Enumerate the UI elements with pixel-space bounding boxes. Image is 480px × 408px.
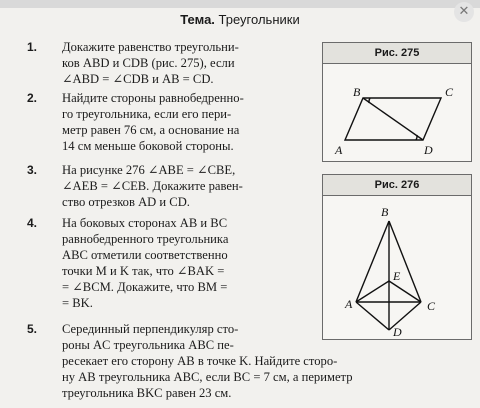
task-4-line-5: = ∠BCM. Докажите, что BM = [62, 280, 228, 294]
page-title [0, 12, 480, 27]
task-4-line-2: равнобедренного треугольника [62, 232, 229, 246]
task-5-line-5: треугольника BKC равен 23 см. [62, 386, 232, 400]
task-2-line-4: 14 см меньше боковой стороны. [62, 139, 234, 153]
task-number-4: 4. [27, 216, 38, 230]
figure-276 [322, 174, 472, 340]
task-number-1: 1. [27, 40, 38, 54]
title-main: Треугольники [218, 12, 300, 27]
task-2-line-1: Найдите стороны равнобедренно- [62, 91, 244, 105]
task-1-line-2: ков ABD и CDB (рис. 275), если [62, 56, 235, 70]
task-2-line-2: го треугольника, если его пери- [62, 107, 232, 121]
task-5-line-4: ну AB треугольника ABC, если BC = 7 см, а периметр [62, 370, 353, 384]
task-3-line-2: ∠AEB = ∠CEB. Докажите равен- [62, 179, 243, 193]
top-strip [0, 0, 480, 8]
fig275-label-d: D [424, 143, 433, 157]
task-4-line-6: = BK. [62, 296, 93, 310]
fig276-label-b: B [381, 205, 389, 219]
task-3-line-3: ство отрезков AD и CD. [62, 195, 190, 209]
close-icon[interactable]: ✕ [454, 2, 474, 22]
diagonal-bd [363, 98, 423, 140]
task-4-line-4: точки M и K так, что ∠BAK = [62, 264, 225, 278]
task-4-line-3: ABC отметили соответственно [62, 248, 228, 262]
task-4-text [62, 215, 228, 311]
task-1-line-3: ∠ABD = ∠CDB и AB = CD. [62, 72, 214, 86]
fig276-label-a: A [345, 297, 353, 311]
figure-275 [322, 42, 472, 162]
task-1-text [62, 39, 239, 87]
task-number-5: 5. [27, 322, 38, 336]
task-number-2: 2. [27, 91, 38, 105]
task-5-line-1: Серединный перпендикуляр сто- [62, 322, 239, 336]
fig276-label-c: C [427, 299, 436, 313]
fig276-label-e: E [393, 269, 401, 283]
segment-ad [356, 302, 389, 330]
task-2-line-3: метр равен 76 см, а основание на [62, 123, 240, 137]
fig275-label-a: A [335, 143, 343, 157]
figure-276-caption: Рис. 276 [323, 175, 471, 196]
task-2-text [62, 90, 244, 154]
task-5-text [62, 321, 353, 401]
figure-275-drawing [323, 64, 471, 161]
fig275-label-b: B [353, 85, 361, 99]
task-3-line-1: На рисунке 276 ∠ABE = ∠CBE, [62, 163, 236, 177]
task-3-text [62, 162, 243, 210]
task-1-line-1: Докажите равенство треугольни- [62, 40, 239, 54]
task-5-line-3: ресекает его сторону AB в точке K. Найдите сторо- [62, 354, 338, 368]
segment-ab [356, 221, 389, 302]
task-5-line-2: роны AC треугольника ABC пе- [62, 338, 234, 352]
title-prefix: Тема. [180, 12, 215, 27]
task-number-3: 3. [27, 163, 38, 177]
task-4-line-1: На боковых сторонах AB и BC [62, 216, 228, 230]
figure-275-caption: Рис. 275 [323, 43, 471, 64]
fig276-label-d: D [393, 325, 402, 339]
figure-276-drawing [323, 196, 471, 339]
fig275-label-c: C [445, 85, 454, 99]
segment-bc [389, 221, 421, 302]
